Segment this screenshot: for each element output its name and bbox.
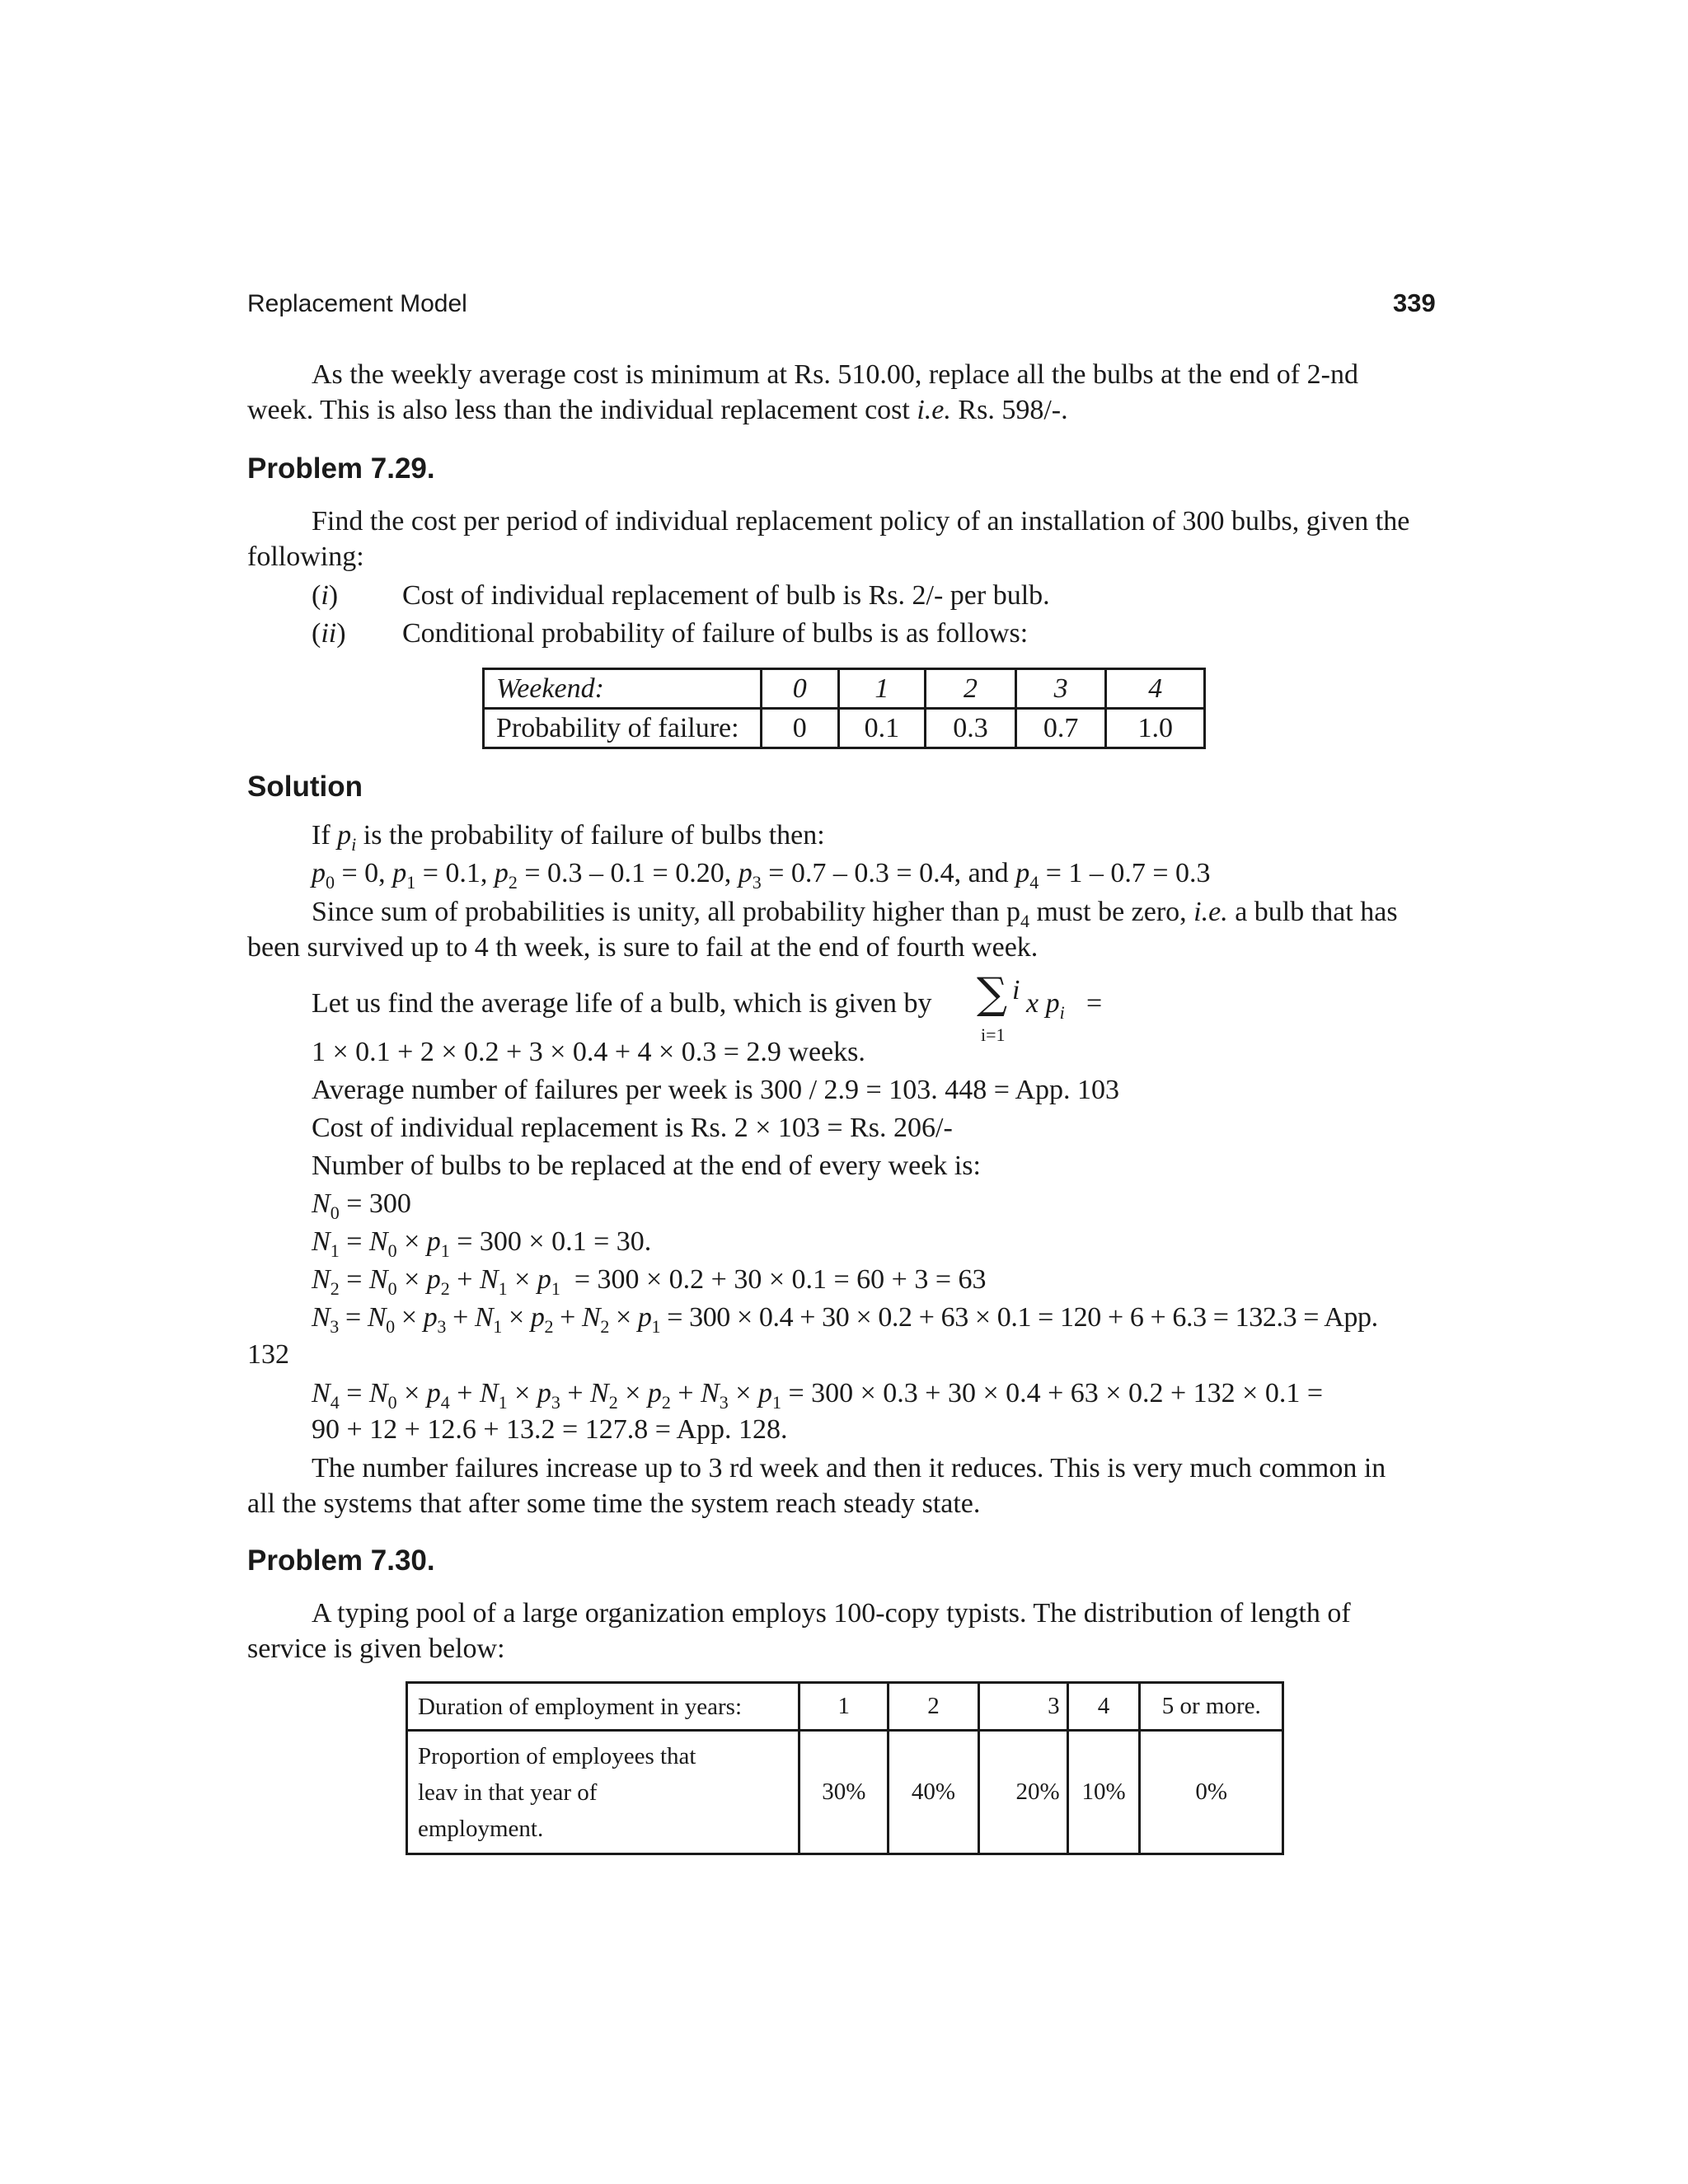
table-cell: Proportion of employees that leav in that year of employment. [407,1731,799,1854]
average-life-statement: Let us find the average life of a bulb, which is given by [312,988,932,1019]
bulbs-replaced-intro: Number of bulbs to be replaced at the end of every week is: [312,1151,981,1181]
table-row [484,709,1205,748]
table-cell: 0 [761,709,838,748]
service-length-table [406,1681,1284,1855]
replacement-cost: Cost of individual replacement is Rs. 2 × 103 = Rs. 206/- [312,1113,953,1143]
problem-7-29-line-1: Find the cost per period of individual replacement policy of an installation of 300 bulbs, given the [312,506,1410,537]
equals-sign: = [1086,988,1103,1019]
failure-probability-table [482,668,1206,749]
equation-n1: $N_1 = N_0 \times p_1 = 300 \times 0.1 = 30$. [312,1226,652,1261]
list-item-2: Conditional probability of failure of bulbs is as follows: [402,618,1029,649]
table-cell: 0 [761,669,838,709]
sigma-upper-limit: i [1012,975,1020,1005]
problem-7-30-heading: Problem 7.30. [247,1544,435,1577]
solution-probabilities: $p_0 = 0$, $p_1 = 0.1$, $p_2 = 0.3 - 0.1 = 0.20$, $p_3 = 0.7 - 0.3 = 0.4$, and $p_4 = 1 - 0.7 = 0.3$ [312,858,1211,893]
problem-7-30-line-1: A typing pool of a large organization employs 100-copy typists. The distribution of length of [312,1598,1351,1629]
solution-line-4: been survived up to 4 th week, is sure to fail at the end of fourth week. [247,932,1039,963]
list-marker-i: (i) [312,580,339,611]
table-row [407,1731,1283,1854]
conclusion-line-2: all the systems that after some time the system reach steady state. [247,1488,981,1519]
sigma-term: x $p_i$ [1026,988,1065,1023]
solution-line-1: If $p_i$ is the probability of failure of bulbs then: [312,820,825,855]
conclusion-line-1: The number failures increase up to 3 rd week and then it reduces. This is very much common in [312,1453,1386,1483]
table-cell: 1 [838,669,926,709]
running-title: Replacement Model [247,290,467,317]
table-cell: 4 [1067,1683,1140,1731]
table-cell: 1.0 [1106,709,1205,748]
table-cell: 30% [799,1731,889,1854]
equation-n0: $N_0 = 300$ [312,1188,411,1223]
sigma-lower-limit: i=1 [981,1024,1006,1045]
table-row [484,669,1205,709]
table-cell: 40% [889,1731,979,1854]
table-cell: 20% [978,1731,1067,1854]
table-cell: 5 or more. [1140,1683,1283,1731]
intro-line-2: week. This is also less than the individual replacement cost i.e. Rs. 598/-. [247,395,1068,425]
table-cell: 4 [1106,669,1205,709]
table-cell: 0% [1140,1731,1283,1854]
intro-line-1: As the weekly average cost is minimum at Rs. 510.00, replace all the bulbs at the end of 2-nd [312,359,1358,390]
problem-7-30-line-2: service is given below: [247,1633,505,1664]
table-cell: Weekend: [484,669,762,709]
page-number: 339 [1393,288,1436,317]
table-cell: 1 [799,1683,889,1731]
table-cell: 2 [926,669,1016,709]
list-item-1: Cost of individual replacement of bulb is Rs. 2/- per bulb. [402,580,1050,611]
table-cell: 0.1 [838,709,926,748]
equation-n3: $N_3 = N_0 \times p_3 + N_1 \times p_2 + N_2 \times p_1 = 300 \times 0.4 + 30 \times 0.2 + 63 \times 0.1 = 120 + 6 + 6.3 = 132.3$ = App. [312,1302,1378,1337]
equation-n4: $N_4 = N_0 \times p_4 + N_1 \times p_3 + N_2 \times p_2 + N_3 \times p_1 = 300 \times 0.3 + 30 \times 0.4 + 63 \times 0.2 + 132 \times 0.1$ = [312,1378,1324,1413]
average-failures: Average number of failures per week is 300 / 2.9 = 103. 448 = App. 103 [312,1075,1120,1105]
table-cell: 3 [978,1683,1067,1731]
list-marker-ii: (ii) [312,618,346,649]
equation-n2: $N_2 = N_0 \times p_2 + N_1 \times p_1 = 300 \times 0.2 + 30 \times 0.1 = 60 + 3 = 63$ [312,1264,987,1299]
table-cell: 0.3 [926,709,1016,748]
table-cell: Duration of employment in years: [407,1683,799,1731]
table-row [407,1683,1283,1731]
table-cell: Probability of failure: [484,709,762,748]
problem-7-29-heading: Problem 7.29. [247,452,435,485]
problem-7-29-line-2: following: [247,541,364,572]
equation-n4-continued: 90 + 12 + 12.6 + 13.2 = 127.8 = App. 128. [312,1414,788,1445]
table-cell: 3 [1015,669,1106,709]
equation-n3-wrap: 132 [247,1339,289,1370]
table-cell: 10% [1067,1731,1140,1854]
table-cell: 2 [889,1683,979,1731]
sigma-icon: ∑ [977,969,1008,1019]
solution-line-3: Since sum of probabilities is unity, all probability higher than $p_4$ must be zero, i.e. a bulb that has [312,897,1398,931]
average-life-calc: 1 × 0.1 + 2 × 0.2 + 3 × 0.4 + 4 × 0.3 = 2.9 weeks. [312,1037,865,1067]
solution-heading: Solution [247,771,363,803]
table-cell: 0.7 [1015,709,1106,748]
